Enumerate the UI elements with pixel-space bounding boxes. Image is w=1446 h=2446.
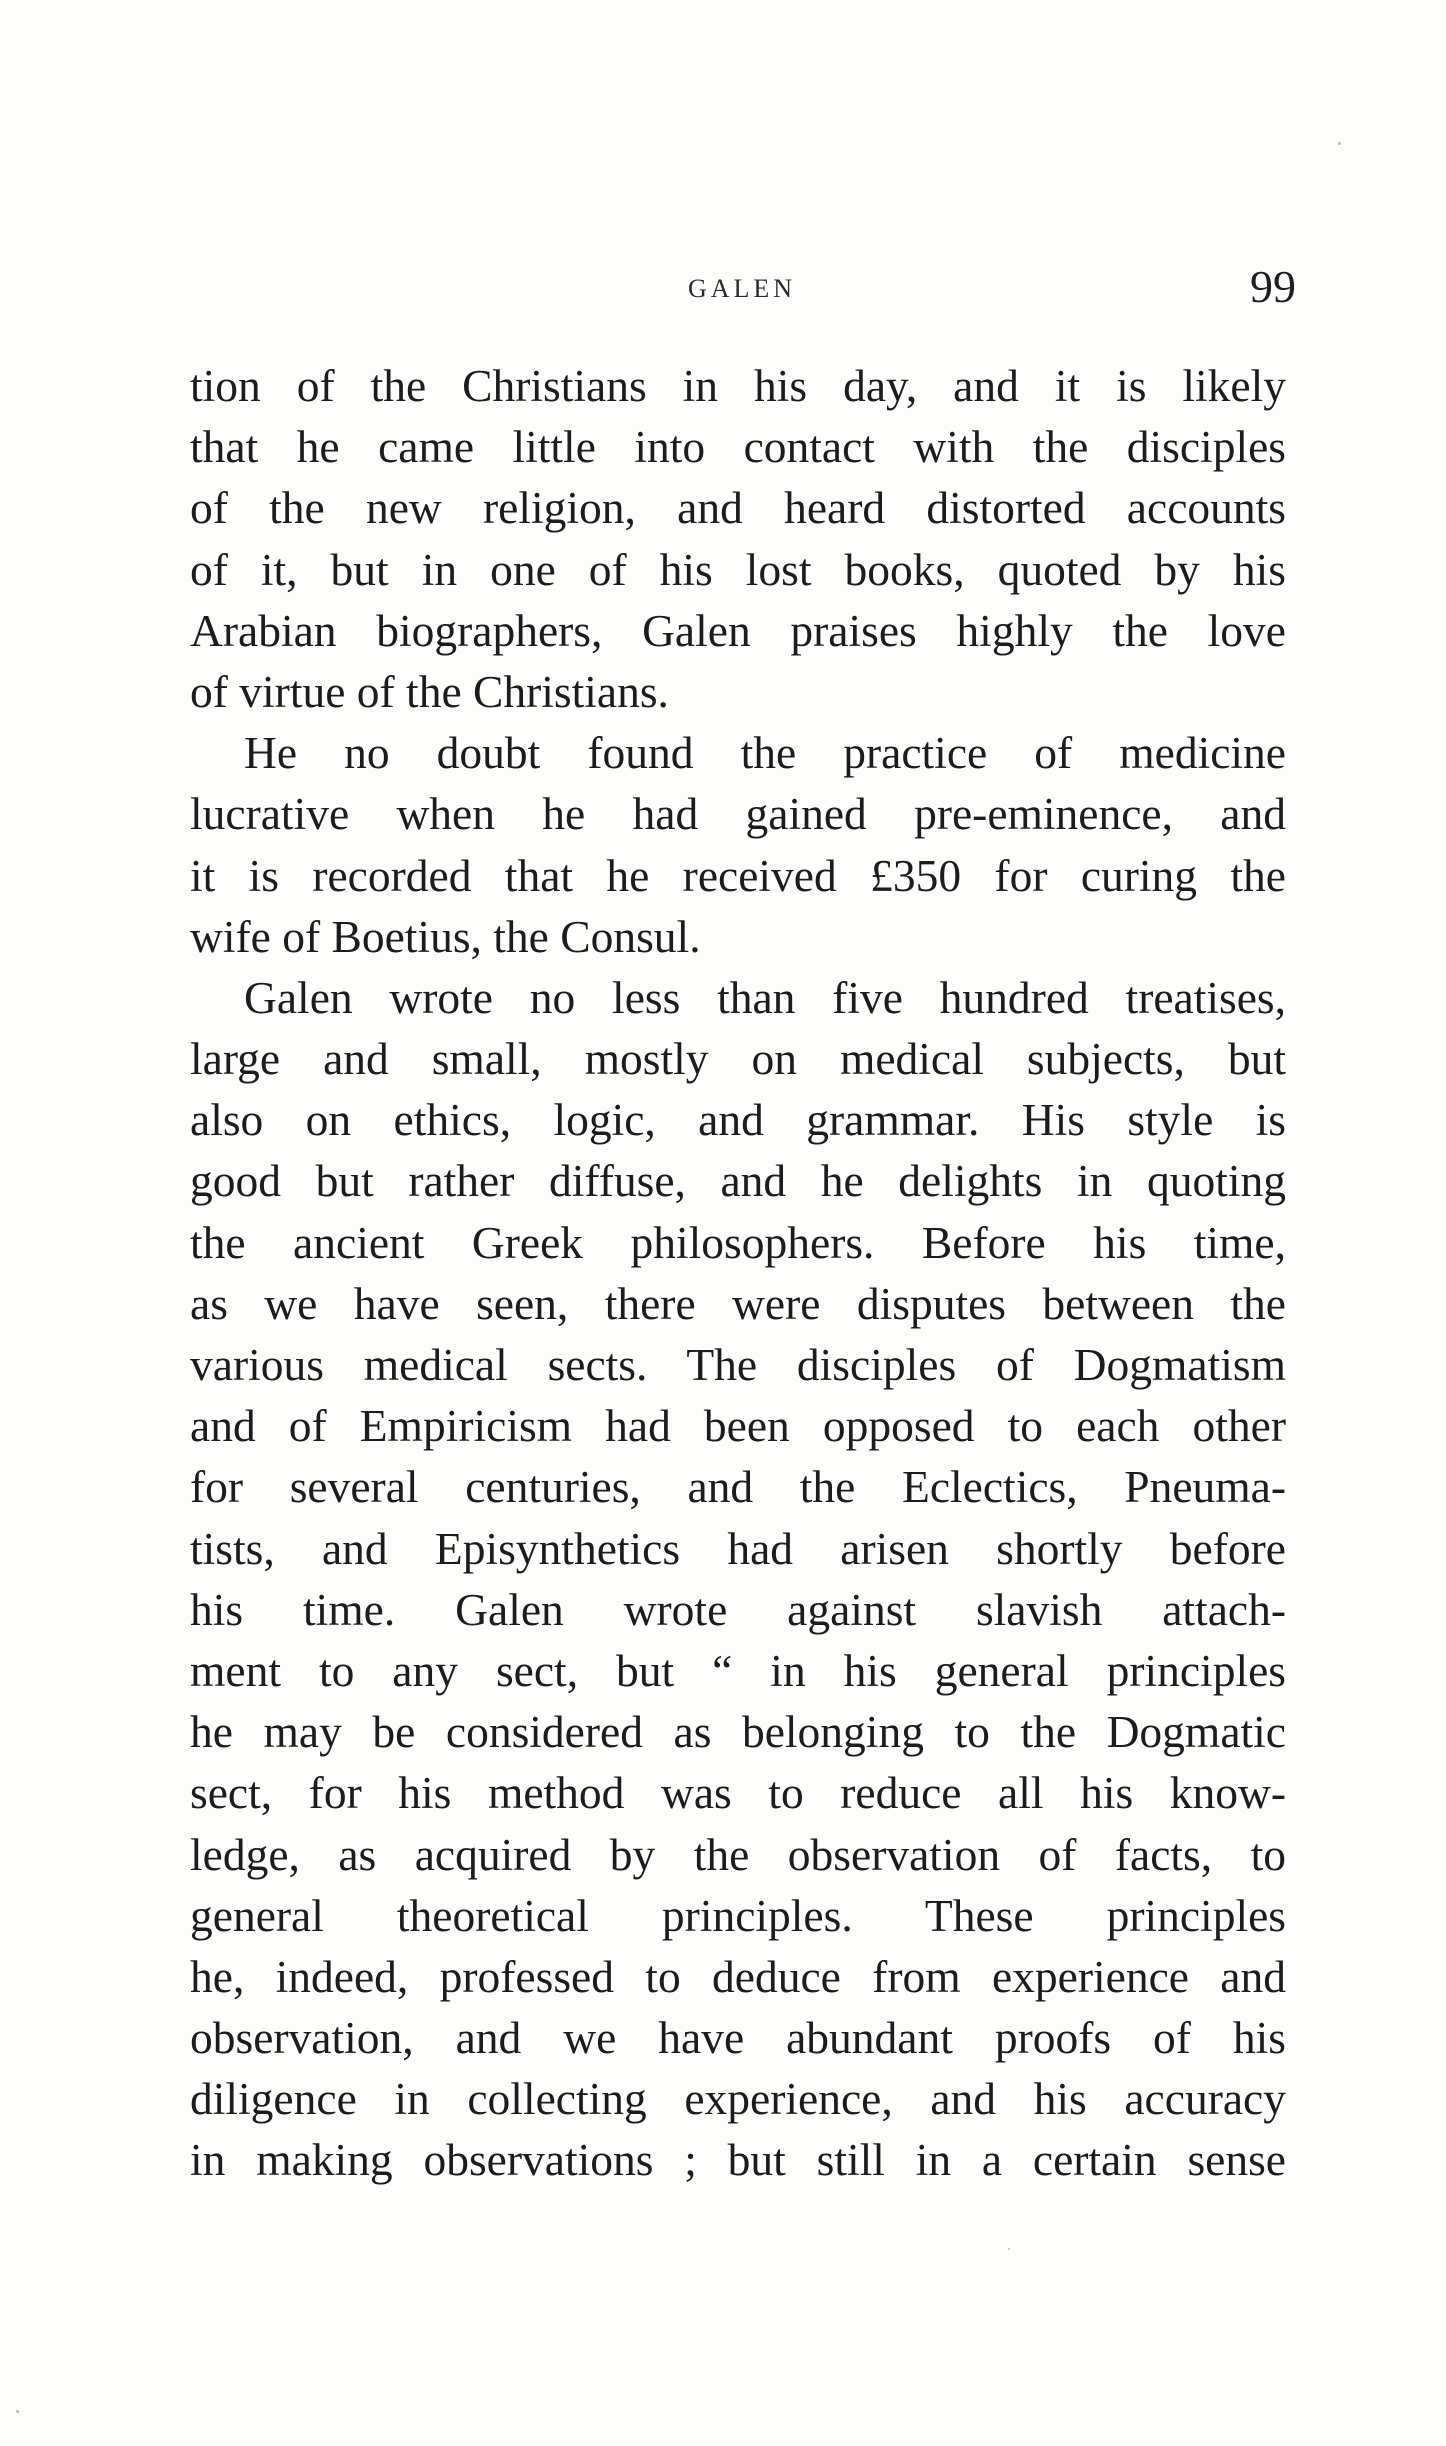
- text-line: observation, and we have abundant proofs of his: [190, 2012, 1286, 2064]
- text-line: in making observations ; but still in a certain sense: [190, 2134, 1286, 2186]
- text-line: tists, and Episynthetics had arisen shortly before: [190, 1522, 1286, 1574]
- text-line: He no doubt found the practice of medicine: [244, 727, 1286, 779]
- text-line: lucrative when he had gained pre-eminence, and: [190, 788, 1286, 840]
- running-head: [188, 261, 1296, 328]
- paragraph-christians: [190, 355, 1286, 722]
- paper-speck: [1008, 2248, 1010, 2250]
- paragraph-medicine-lucrative: [190, 722, 1286, 967]
- text-line: also on ethics, logic, and grammar. His style is: [190, 1094, 1286, 1146]
- paper-speck: [16, 2410, 19, 2413]
- text-line: various medical sects. The disciples of Dogmatism: [190, 1339, 1286, 1390]
- text-line: diligence in collecting experience, and his accuracy: [190, 2073, 1286, 2125]
- paragraph-galen-treatises: [190, 967, 1286, 2191]
- text-line: of virtue of the Christians.: [190, 665, 669, 717]
- text-line: he may be considered as belonging to the Dogmatic: [190, 1706, 1286, 1758]
- text-line: for several centuries, and the Eclectics, Pneuma-: [190, 1461, 1286, 1513]
- text-line: Arabian biographers, Galen praises highly the love: [190, 604, 1286, 656]
- text-line: sect, for his method was to reduce all his know-: [190, 1767, 1286, 1819]
- text-line: wife of Boetius, the Consul.: [190, 910, 701, 962]
- body-text: [190, 355, 1286, 2191]
- text-line: of the new religion, and heard distorted accounts: [190, 482, 1286, 534]
- text-line: general theoretical principles. These principles: [190, 1889, 1286, 1941]
- text-line: large and small, mostly on medical subjects, but: [190, 1033, 1286, 1085]
- text-line: as we have seen, there were disputes between the: [190, 1277, 1286, 1329]
- text-line: his time. Galen wrote against slavish attach-: [190, 1583, 1286, 1635]
- text-line: ledge, as acquired by the observation of facts, to: [190, 1828, 1286, 1880]
- text-line: that he came little into contact with the disciples: [190, 421, 1286, 473]
- text-line: good but rather diffuse, and he delights in quoting: [190, 1155, 1286, 1207]
- text-line: tion of the Christians in his day, and it is likely: [190, 360, 1286, 411]
- text-line: and of Empiricism had been opposed to each other: [190, 1400, 1286, 1452]
- text-line: Galen wrote no less than five hundred treatises,: [244, 971, 1286, 1023]
- text-line: the ancient Greek philosophers. Before his time,: [190, 1216, 1286, 1268]
- text-line: it is recorded that he received £350 for curing the: [190, 849, 1286, 901]
- text-line: he, indeed, professed to deduce from experience and: [190, 1950, 1286, 2002]
- paper-speck: [1338, 142, 1341, 145]
- text-line: ment to any sect, but “ in his general principles: [190, 1644, 1286, 1696]
- text-line: of it, but in one of his lost books, quoted by his: [190, 543, 1286, 595]
- running-title: GALEN: [687, 274, 797, 303]
- page-number: 99: [1250, 261, 1296, 312]
